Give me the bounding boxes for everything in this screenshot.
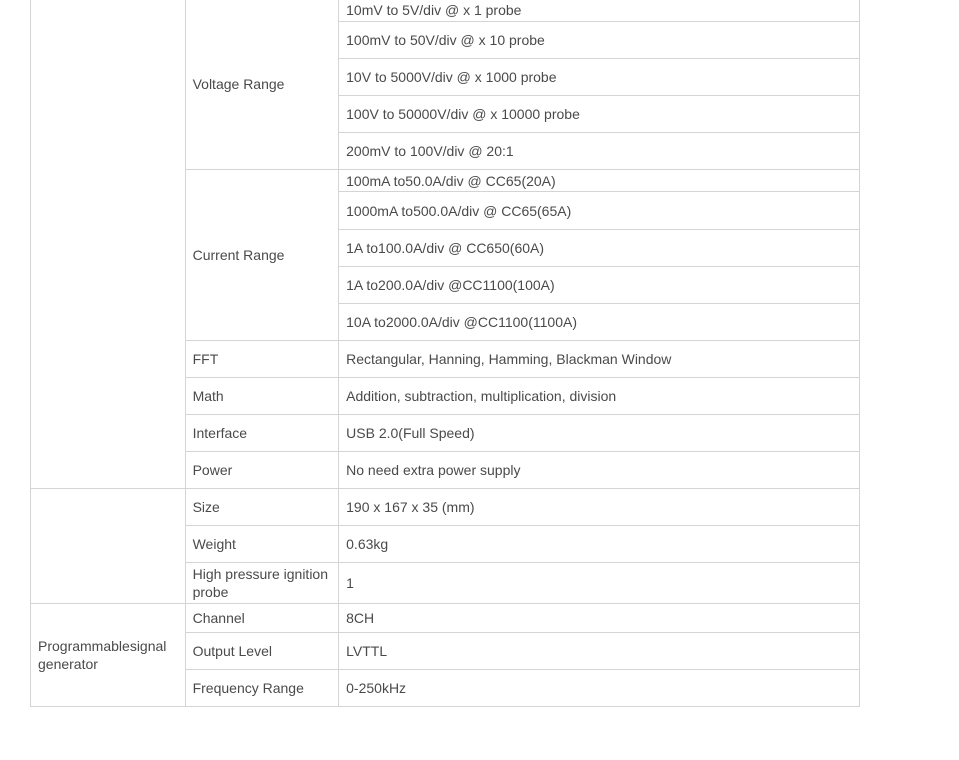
table-row (31, 604, 860, 633)
param-high-pressure-probe: High pressure ignition probe (185, 563, 339, 604)
value-cell: 8CH (339, 604, 860, 633)
param-voltage-range: Voltage Range (185, 0, 339, 170)
category-cell-filler (31, 563, 186, 604)
table-row (31, 563, 860, 604)
value-cell: 10mV to 5V/div @ x 1 probe (339, 0, 860, 22)
value-cell: 10V to 5000V/div @ x 1000 probe (339, 59, 860, 96)
param-current-range: Current Range (185, 170, 339, 341)
param-weight: Weight (185, 526, 339, 563)
value-cell: 1 (339, 563, 860, 604)
table-row (31, 489, 860, 526)
value-cell: 1A to200.0A/div @CC1100(100A) (339, 267, 860, 304)
param-channel: Channel (185, 604, 339, 633)
value-cell: 1A to100.0A/div @ CC650(60A) (339, 230, 860, 267)
table-row (31, 526, 860, 563)
param-power: Power (185, 452, 339, 489)
param-fft: FFT (185, 341, 339, 378)
value-cell: No need extra power supply (339, 452, 860, 489)
value-cell: LVTTL (339, 633, 860, 670)
category-cell-filler (31, 526, 186, 563)
value-cell: 10A to2000.0A/div @CC1100(1100A) (339, 304, 860, 341)
value-cell: Rectangular, Hanning, Hamming, Blackman Window (339, 341, 860, 378)
value-cell: 1000mA to500.0A/div @ CC65(65A) (339, 192, 860, 230)
spec-table (30, 0, 860, 707)
value-cell: 100mA to50.0A/div @ CC65(20A) (339, 170, 860, 192)
param-frequency-range: Frequency Range (185, 670, 339, 707)
value-cell: 0-250kHz (339, 670, 860, 707)
param-interface: Interface (185, 415, 339, 452)
category-cell-oscilloscope (31, 0, 186, 489)
value-cell: 100mV to 50V/div @ x 10 probe (339, 22, 860, 59)
category-signal-generator: Programmablesignal generator (31, 604, 186, 707)
category-cell-filler (31, 489, 186, 526)
value-cell: 200mV to 100V/div @ 20:1 (339, 133, 860, 170)
param-output-level: Output Level (185, 633, 339, 670)
table-row (31, 0, 860, 22)
param-math: Math (185, 378, 339, 415)
param-size: Size (185, 489, 339, 526)
value-cell: USB 2.0(Full Speed) (339, 415, 860, 452)
value-cell: 0.63kg (339, 526, 860, 563)
value-cell: 100V to 50000V/div @ x 10000 probe (339, 96, 860, 133)
value-cell: Addition, subtraction, multiplication, division (339, 378, 860, 415)
value-cell: 190 x 167 x 35 (mm) (339, 489, 860, 526)
